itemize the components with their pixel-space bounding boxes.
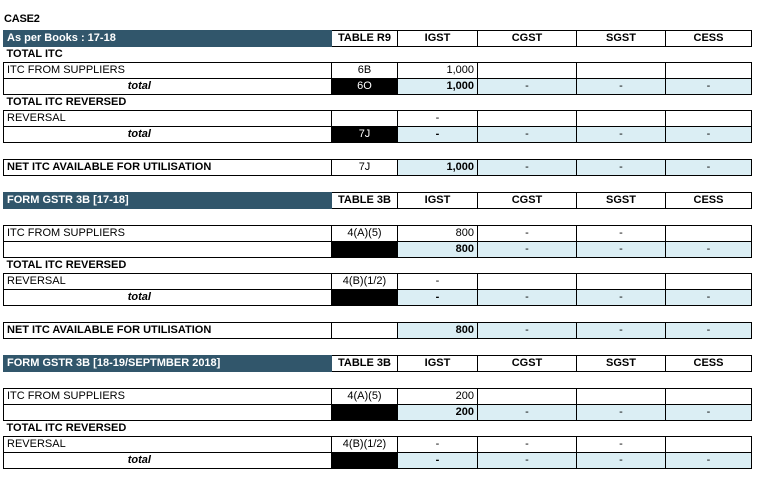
row-cgst bbox=[478, 111, 577, 127]
section1-header-row bbox=[4, 31, 752, 47]
section2-header-row bbox=[4, 193, 752, 209]
row-igst: - bbox=[398, 437, 478, 453]
row-label: REVERSAL bbox=[4, 274, 332, 290]
row-cess bbox=[666, 437, 752, 453]
section2-col-cess: CESS bbox=[666, 193, 752, 209]
row-label: ITC FROM SUPPLIERS bbox=[4, 226, 332, 242]
net-sgst: - bbox=[577, 160, 666, 176]
total-igst: - bbox=[398, 127, 478, 143]
section3-total2-row bbox=[4, 453, 752, 469]
total-cess: - bbox=[666, 127, 752, 143]
net-label: NET ITC AVAILABLE FOR UTILISATION bbox=[4, 323, 332, 339]
section1-header: As per Books : 17-18 bbox=[4, 31, 332, 47]
total-cess: - bbox=[666, 242, 752, 258]
row-sgst bbox=[577, 274, 666, 290]
total-sgst: - bbox=[577, 453, 666, 469]
section1-col-sgst: SGST bbox=[577, 31, 666, 47]
total-cgst: - bbox=[478, 290, 577, 306]
row-ref: 4(B)(1/2) bbox=[332, 274, 398, 290]
total-cgst: - bbox=[478, 453, 577, 469]
case-title: CASE2 bbox=[4, 13, 40, 25]
total-cess: - bbox=[666, 79, 752, 95]
total-igst: 800 bbox=[398, 242, 478, 258]
total-sgst: - bbox=[577, 290, 666, 306]
total-ref bbox=[332, 290, 398, 306]
section1-net-row bbox=[4, 160, 752, 176]
total-ref bbox=[332, 405, 398, 421]
section2-col-sgst: SGST bbox=[577, 193, 666, 209]
section2-col-cgst: CGST bbox=[478, 193, 577, 209]
total-ref: 7J bbox=[332, 127, 398, 143]
total-igst: - bbox=[398, 290, 478, 306]
total-ref bbox=[332, 453, 398, 469]
total-cgst: - bbox=[478, 405, 577, 421]
section1-subheading-row bbox=[4, 47, 752, 63]
row-cgst bbox=[478, 63, 577, 79]
net-cess: - bbox=[666, 160, 752, 176]
section1-reversed-heading-row bbox=[4, 95, 752, 111]
row-sgst: - bbox=[577, 437, 666, 453]
total-label: total bbox=[4, 290, 332, 306]
row-label: ITC FROM SUPPLIERS bbox=[4, 389, 332, 405]
net-sgst: - bbox=[577, 323, 666, 339]
total-igst: - bbox=[398, 453, 478, 469]
section2-reversed-heading-row bbox=[4, 258, 752, 274]
section3-total-row bbox=[4, 405, 752, 421]
row-sgst bbox=[577, 111, 666, 127]
net-igst: 1,000 bbox=[398, 160, 478, 176]
row-cgst bbox=[478, 274, 577, 290]
row-sgst bbox=[577, 389, 666, 405]
row-igst: - bbox=[398, 111, 478, 127]
row-sgst bbox=[577, 63, 666, 79]
total-cgst: - bbox=[478, 127, 577, 143]
total-cess: - bbox=[666, 290, 752, 306]
row-igst: 800 bbox=[398, 226, 478, 242]
total-label: total bbox=[4, 127, 332, 143]
section3-reversal-row bbox=[4, 437, 752, 453]
section1-subheading-reversed: TOTAL ITC REVERSED bbox=[6, 96, 127, 108]
row-igst: - bbox=[398, 274, 478, 290]
row-cgst: - bbox=[478, 437, 577, 453]
section2-col-igst: IGST bbox=[398, 193, 478, 209]
row-label: REVERSAL bbox=[4, 111, 332, 127]
section1-reversal-row bbox=[4, 111, 752, 127]
row-ref: 4(A)(5) bbox=[332, 226, 398, 242]
row-cess bbox=[666, 63, 752, 79]
total-cgst: - bbox=[478, 79, 577, 95]
section2-total2-row bbox=[4, 290, 752, 306]
net-igst: 800 bbox=[398, 323, 478, 339]
section2-net-row bbox=[4, 323, 752, 339]
row-label: REVERSAL bbox=[4, 437, 332, 453]
section1-col-cess: CESS bbox=[666, 31, 752, 47]
total-cess: - bbox=[666, 405, 752, 421]
total-sgst: - bbox=[577, 405, 666, 421]
section1-subheading-itc: TOTAL ITC bbox=[6, 48, 63, 60]
section3-ref-col: TABLE 3B bbox=[332, 356, 398, 372]
total-sgst: - bbox=[577, 242, 666, 258]
section1-col-cgst: CGST bbox=[478, 31, 577, 47]
net-label: NET ITC AVAILABLE FOR UTILISATION bbox=[4, 160, 332, 176]
section3-col-igst: IGST bbox=[398, 356, 478, 372]
total-label bbox=[4, 405, 332, 421]
total-igst: 200 bbox=[398, 405, 478, 421]
row-cess bbox=[666, 274, 752, 290]
section2-itc-row bbox=[4, 226, 752, 242]
section2-total-row bbox=[4, 242, 752, 258]
section3-subheading-reversed: TOTAL ITC REVERSED bbox=[6, 422, 127, 434]
net-cgst: - bbox=[478, 323, 577, 339]
section3-col-cgst: CGST bbox=[478, 356, 577, 372]
row-cess bbox=[666, 111, 752, 127]
total-ref bbox=[332, 242, 398, 258]
section2-reversal-row bbox=[4, 274, 752, 290]
total-sgst: - bbox=[577, 79, 666, 95]
total-label: total bbox=[4, 79, 332, 95]
row-label: ITC FROM SUPPLIERS bbox=[4, 63, 332, 79]
net-ref bbox=[332, 323, 398, 339]
section3-col-sgst: SGST bbox=[577, 356, 666, 372]
section3-reversed-heading-row bbox=[4, 421, 752, 437]
net-cgst: - bbox=[478, 160, 577, 176]
row-ref: 6B bbox=[332, 63, 398, 79]
total-cgst: - bbox=[478, 242, 577, 258]
row-cgst bbox=[478, 389, 577, 405]
section2-header: FORM GSTR 3B [17-18] bbox=[4, 193, 332, 209]
total-igst: 1,000 bbox=[398, 79, 478, 95]
row-igst: 200 bbox=[398, 389, 478, 405]
row-igst: 1,000 bbox=[398, 63, 478, 79]
total-ref: 6O bbox=[332, 79, 398, 95]
total-sgst: - bbox=[577, 127, 666, 143]
row-ref bbox=[332, 111, 398, 127]
section1-ref-col: TABLE R9 bbox=[332, 31, 398, 47]
row-cess bbox=[666, 389, 752, 405]
row-sgst: - bbox=[577, 226, 666, 242]
section1-total-row bbox=[4, 79, 752, 95]
row-cgst: - bbox=[478, 226, 577, 242]
section1-col-igst: IGST bbox=[398, 31, 478, 47]
section3-header-row bbox=[4, 356, 752, 372]
row-cess bbox=[666, 226, 752, 242]
section3-col-cess: CESS bbox=[666, 356, 752, 372]
section2-ref-col: TABLE 3B bbox=[332, 193, 398, 209]
net-ref: 7J bbox=[332, 160, 398, 176]
section1-total2-row bbox=[4, 127, 752, 143]
total-label bbox=[4, 242, 332, 258]
total-label: total bbox=[4, 453, 332, 469]
net-cess: - bbox=[666, 323, 752, 339]
total-cess: - bbox=[666, 453, 752, 469]
section2-subheading-reversed: TOTAL ITC REVERSED bbox=[6, 259, 127, 271]
itc-reconciliation-table bbox=[3, 30, 752, 469]
row-ref: 4(A)(5) bbox=[332, 389, 398, 405]
section1-itc-row bbox=[4, 63, 752, 79]
section3-header: FORM GSTR 3B [18-19/SEPTMBER 2018] bbox=[4, 356, 332, 372]
section3-itc-row bbox=[4, 389, 752, 405]
row-ref: 4(B)(1/2) bbox=[332, 437, 398, 453]
